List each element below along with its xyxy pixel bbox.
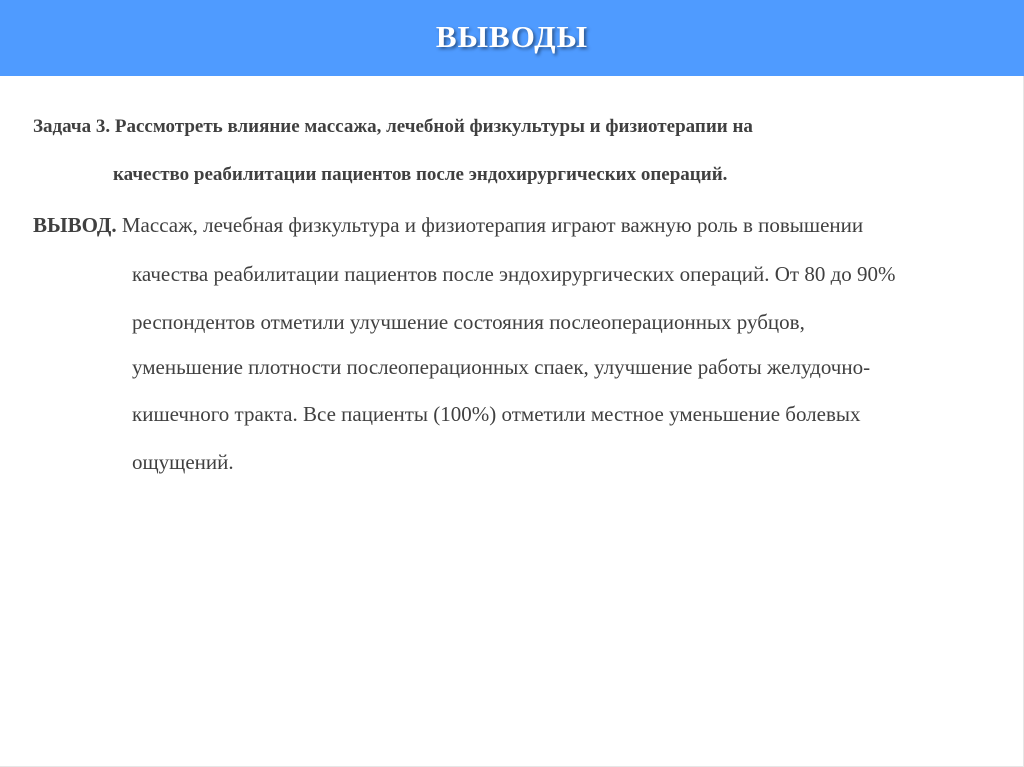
- conclusion-line-5: кишечного тракта. Все пациенты (100%) отметили местное уменьшение болевых: [132, 402, 861, 426]
- conclusion-line-6: ощущений.: [132, 450, 234, 474]
- conclusion-line-2: качества реабилитации пациентов после эндохирургических операций. От 80 до 90%: [132, 262, 896, 286]
- conclusion-line-1: [33, 211, 863, 239]
- conclusion-line-4: уменьшение плотности послеоперационных спаек, улучшение работы желудочно-: [132, 355, 871, 379]
- task-text-line-1: Задача 3. Рассмотреть влияние массажа, лечебной физкультуры и физиотерапии на: [33, 116, 753, 137]
- conclusion-line-3: респондентов отметили улучшение состояния послеоперационных рубцов,: [132, 310, 805, 334]
- conclusion-text-1: Массаж, лечебная физкультура и физиотерапия играют важную роль в повышении: [116, 213, 864, 237]
- slide-title: ВЫВОДЫ: [435, 19, 589, 54]
- conclusion-lead: ВЫВОД.: [33, 213, 117, 237]
- task-text-line-2: качество реабилитации пациентов после эндохирургических операций.: [113, 164, 728, 185]
